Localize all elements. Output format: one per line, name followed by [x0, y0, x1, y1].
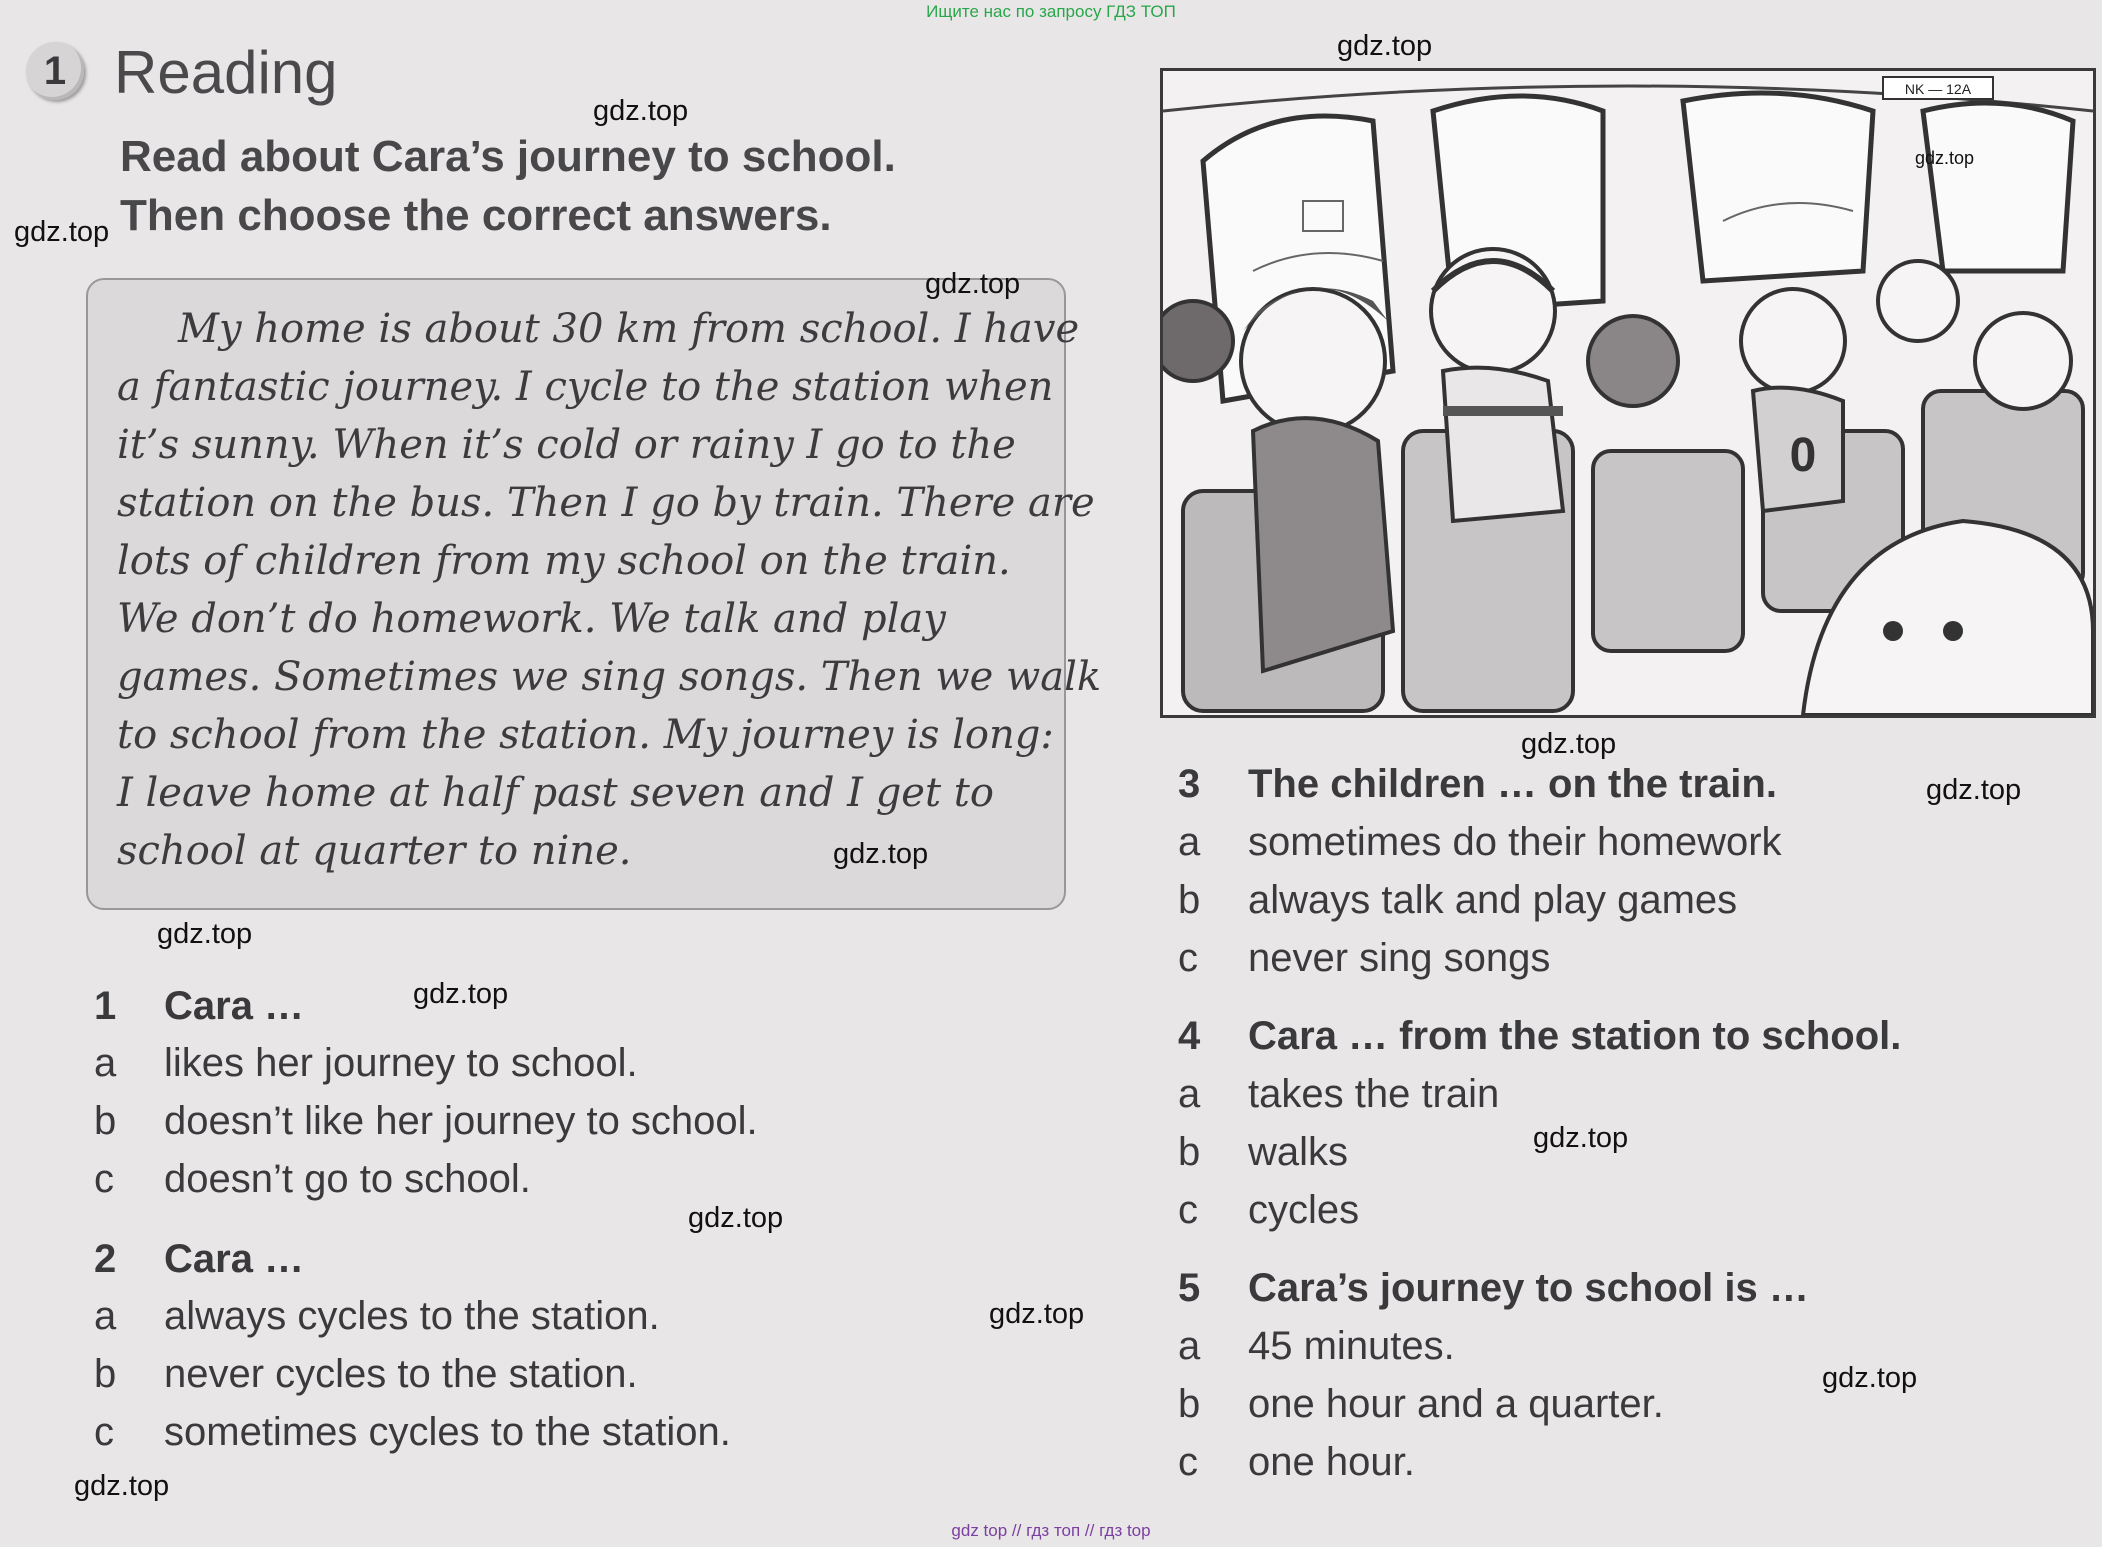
watermark: gdz.top [1533, 1122, 1629, 1154]
q2-option-c-letter[interactable]: c [94, 1410, 114, 1454]
watermark: gdz.top [833, 838, 929, 870]
q2-option-b-letter[interactable]: b [94, 1352, 117, 1396]
q4-option-c[interactable]: cycles [1248, 1188, 1360, 1232]
q3-option-a-letter[interactable]: a [1178, 820, 1201, 864]
passage-line: it’s sunny. When it’s cold or rainy I go to the [117, 422, 1016, 468]
q5-option-a-letter[interactable]: a [1178, 1324, 1201, 1368]
q1-option-b[interactable]: doesn’t like her journey to school. [164, 1099, 758, 1143]
q2-option-c[interactable]: sometimes cycles to the station. [164, 1410, 731, 1454]
question-1-number: 1 [94, 984, 117, 1028]
watermark: gdz.top [1337, 30, 1433, 62]
q3-option-a[interactable]: sometimes do their homework [1248, 820, 1782, 864]
passage-line: station on the bus. Then I go by train. There are [117, 480, 1095, 526]
watermark: gdz.top [1926, 774, 2022, 806]
section-number-badge: 1 [26, 42, 84, 100]
q1-option-b-letter[interactable]: b [94, 1099, 117, 1143]
q4-option-a-letter[interactable]: a [1178, 1072, 1201, 1116]
watermark: gdz.top [688, 1202, 784, 1234]
watermark: gdz.top [74, 1470, 170, 1502]
instruction-line-2: Then choose the correct answers. [120, 191, 832, 240]
q3-option-b-letter[interactable]: b [1178, 878, 1201, 922]
watermark: gdz.top [413, 978, 509, 1010]
bottom-banner[interactable]: gdz top // гдз топ // гдз top [951, 1521, 1151, 1540]
watermark: gdz.top [1822, 1362, 1918, 1394]
watermark: gdz.top [593, 95, 689, 127]
train-sign: NK — 12A [1904, 81, 1972, 97]
q5-option-b[interactable]: one hour and a quarter. [1248, 1382, 1664, 1426]
passage-line: games. Sometimes we sing songs. Then we walk [117, 654, 1102, 700]
q5-option-b-letter[interactable]: b [1178, 1382, 1201, 1426]
passage-line: a fantastic journey. I cycle to the station when [117, 364, 1054, 410]
question-3-number: 3 [1178, 762, 1201, 806]
watermark: gdz.top [989, 1298, 1085, 1330]
q1-option-a[interactable]: likes her journey to school. [164, 1041, 638, 1085]
q1-option-a-letter[interactable]: a [94, 1041, 117, 1085]
q2-option-a[interactable]: always cycles to the station. [164, 1294, 660, 1338]
q3-option-c[interactable]: never sing songs [1248, 936, 1551, 980]
question-4-number: 4 [1178, 1014, 1201, 1058]
top-banner[interactable]: Ищите нас по запросу ГДЗ ТОП [926, 2, 1176, 21]
section-title: Reading [114, 39, 338, 106]
q4-option-c-letter[interactable]: c [1178, 1188, 1198, 1232]
q3-option-c-letter[interactable]: c [1178, 936, 1198, 980]
question-5-stem: Cara’s journey to school is … [1248, 1266, 1809, 1310]
passage-line: to school from the station. My journey is long: [117, 712, 1054, 758]
question-2-stem: Cara … [164, 1237, 305, 1281]
watermark: gdz.top [1915, 148, 1975, 168]
passage-line: I leave home at half past seven and I get to [117, 770, 994, 816]
passage-line: school at quarter to nine. [117, 828, 632, 874]
watermark: gdz.top [14, 216, 110, 248]
question-4-stem: Cara … from the station to school. [1248, 1014, 1902, 1058]
q5-option-c[interactable]: one hour. [1248, 1440, 1415, 1484]
svg-text:0: 0 [1789, 429, 1817, 482]
instruction-line-1: Read about Cara’s journey to school. [120, 132, 896, 181]
q1-option-c-letter[interactable]: c [94, 1157, 114, 1201]
q4-option-a[interactable]: takes the train [1248, 1072, 1500, 1116]
question-1-stem: Cara … [164, 984, 305, 1028]
passage-line: My home is about 30 km from school. I have [178, 306, 1080, 352]
q1-option-c[interactable]: doesn’t go to school. [164, 1157, 531, 1201]
q5-option-a[interactable]: 45 minutes. [1248, 1324, 1455, 1368]
q2-option-b[interactable]: never cycles to the station. [164, 1352, 638, 1396]
question-3-stem: The children … on the train. [1248, 762, 1777, 806]
question-2-number: 2 [94, 1237, 117, 1281]
question-5-number: 5 [1178, 1266, 1201, 1310]
q4-option-b[interactable]: walks [1248, 1130, 1349, 1174]
passage-line: lots of children from my school on the train. [117, 538, 1011, 584]
q4-option-b-letter[interactable]: b [1178, 1130, 1201, 1174]
watermark: gdz.top [157, 918, 253, 950]
passage-line: We don’t do homework. We talk and play [117, 596, 946, 642]
q2-option-a-letter[interactable]: a [94, 1294, 117, 1338]
q3-option-b[interactable]: always talk and play games [1248, 878, 1738, 922]
watermark: gdz.top [1521, 728, 1617, 760]
watermark: gdz.top [925, 268, 1021, 300]
q5-option-c-letter[interactable]: c [1178, 1440, 1198, 1484]
